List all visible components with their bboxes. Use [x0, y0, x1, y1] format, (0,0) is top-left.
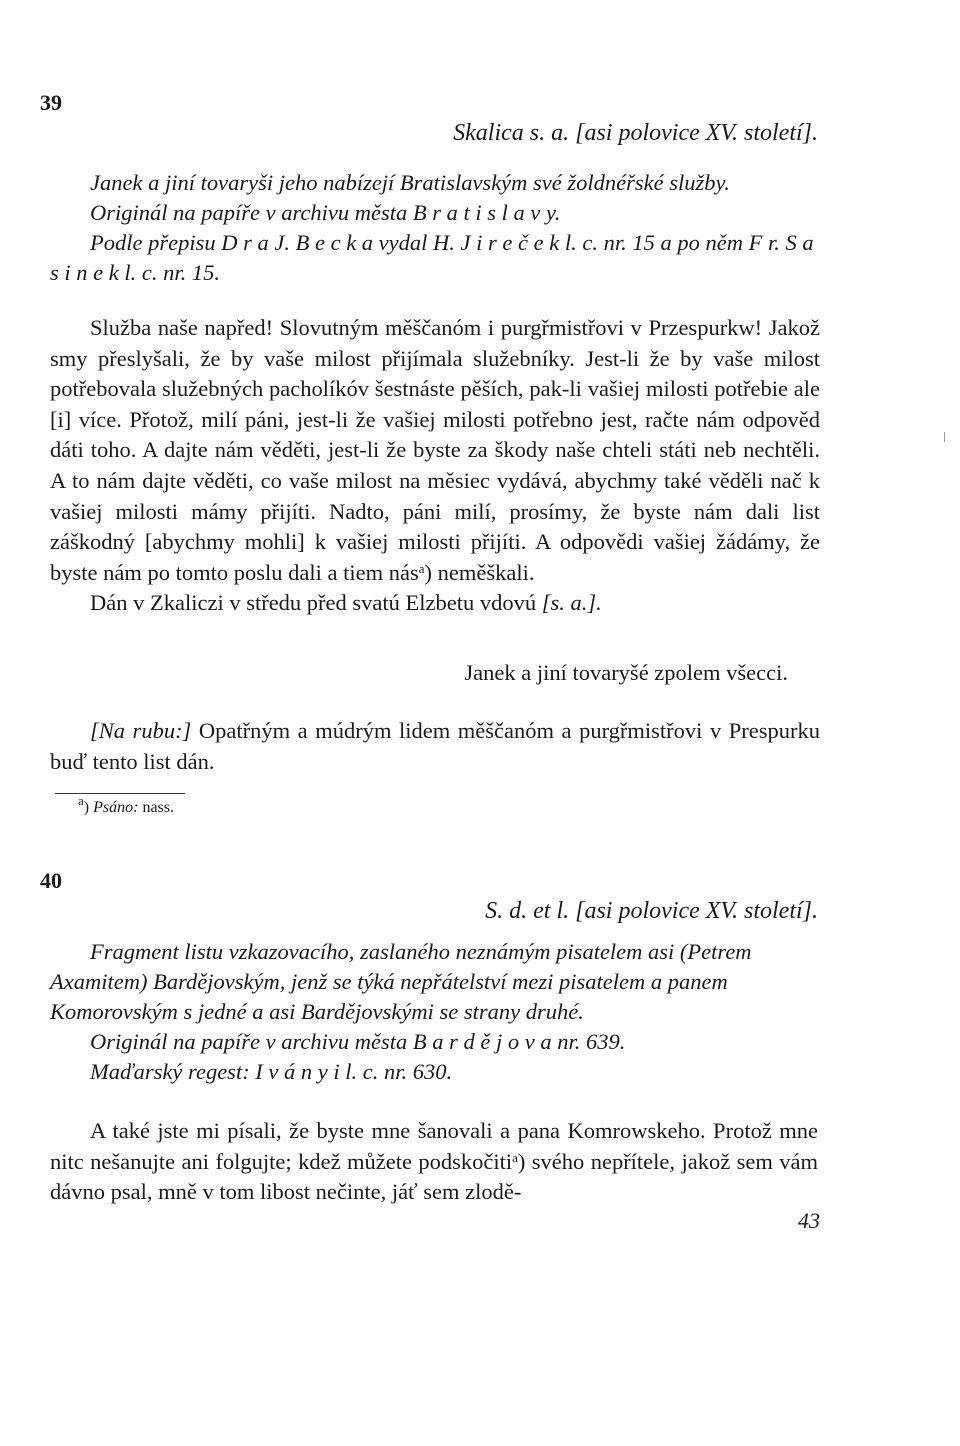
footnote-close: ): [83, 799, 90, 816]
rubric-text: Opatřným a múdrým lidem měščanóm a purgřmistřovi v Prespurku buď tento list dán.: [50, 718, 821, 774]
footnote-mark: a: [512, 1149, 518, 1165]
document-date: S. d. et l. [asi polovice XV. století].: [485, 898, 818, 924]
footnote-mark: a: [418, 560, 425, 576]
letter-text-part: A také jste mi písali, že byste mne šanovali a pana Komrowskeho. Protož mne nitc nešanujte ani folgujte; kdež můžete podskočiti: [50, 1118, 818, 1174]
letter-text-part: ) svého nepřítele, jakož sem vám dávno psal, mně v tom libost nečinte, jáť sem zlodě-: [50, 1148, 818, 1205]
footnote-label: Psáno:: [93, 799, 139, 816]
footnote-text: nass.: [142, 799, 174, 816]
document-description: [50, 168, 820, 288]
letter-text-part: ) neměškali.: [424, 559, 535, 585]
original-source-line: Originál na papíře v archivu města B r a t i s l a v y.: [90, 200, 561, 225]
letter-text: [50, 1116, 818, 1208]
regest-line: Maďarský regest: I v á n y i l. c. nr. 630.: [90, 1059, 453, 1084]
edition-line: Podle přepisu D r a J. B e c k a vydal H. J i r e č e k l. c. nr. 15 a po něm F r. S a s i n e k l. c. nr. 15.: [50, 230, 814, 285]
rubric-paragraph: [50, 716, 820, 777]
summary-line: Fragment listu vzkazovacího, zaslaného neznámým pisatelem asi (Petrem Axamitem) Bardějovským, jenž se týká nepřátelství mezi pisatelem a panem Komorovským s jedné a asi Bardějovskými se strany druhé.: [50, 939, 752, 1024]
letter-signature: Janek a jiní tovaryšé zpolem všecci.: [464, 660, 788, 685]
footnote-divider: [55, 793, 185, 794]
scan-speck: [944, 432, 945, 442]
footnote: [78, 793, 174, 817]
page-number: 43: [798, 1208, 820, 1233]
footnote-mark: a: [78, 793, 84, 808]
document-number: 39: [40, 90, 62, 115]
summary-line: Janek a jiní tovaryši jeho nabízejí Bratislavským své žoldnéřské služby.: [90, 170, 730, 195]
document-date: Skalica s. a. [asi polovice XV. století].: [453, 120, 818, 146]
rubric-address: [50, 716, 820, 777]
letter-paragraph: [50, 313, 820, 588]
dating-text: Dán v Zkaliczi v středu před svatú Elzbetu vdovú: [90, 590, 537, 616]
letter-text: [50, 313, 820, 619]
document-description: [50, 937, 820, 1087]
document-number: 40: [40, 868, 62, 893]
letter-text-part: Služba naše napřed! Slovutným měščanóm i purgřmistřovi v Przespurkw! Jakož smy přeslyšali, že by vaše milost přijímala služebníky. Jest-li že by vaše milost potřebovala služebných pacholíkóv šestnáste pěších, pak-li vašiej milosti potřebie ale [i] více. Přotož, milí páni, jest-li že vašiej milosti potřebno jest, račte nám odpověd dáti toho. A dajte nám věděti, jest-li že byste za škody naše chteli státi neb nechtěli. A to nám dajte věděti, co vaše milost na měsiec vydává, abychmy také věděli nač k vašiej milosti mámy přijíti. Nadto, páni milí, prosímy, že byste nám dali list záškodný [abychmy mohli] k vašiej milosti přijíti. A odpovědi vašiej žádámy, že byste nám po tomto poslu dali a tiem nás: [50, 315, 820, 585]
dating-note: [s. a.].: [541, 590, 602, 616]
rubric-label: [Na rubu:]: [90, 718, 192, 743]
original-source-line: Originál na papíře v archivu města B a r d ě j o v a nr. 639.: [90, 1029, 626, 1054]
letter-dating: [50, 588, 820, 619]
letter-paragraph: [50, 1116, 818, 1208]
